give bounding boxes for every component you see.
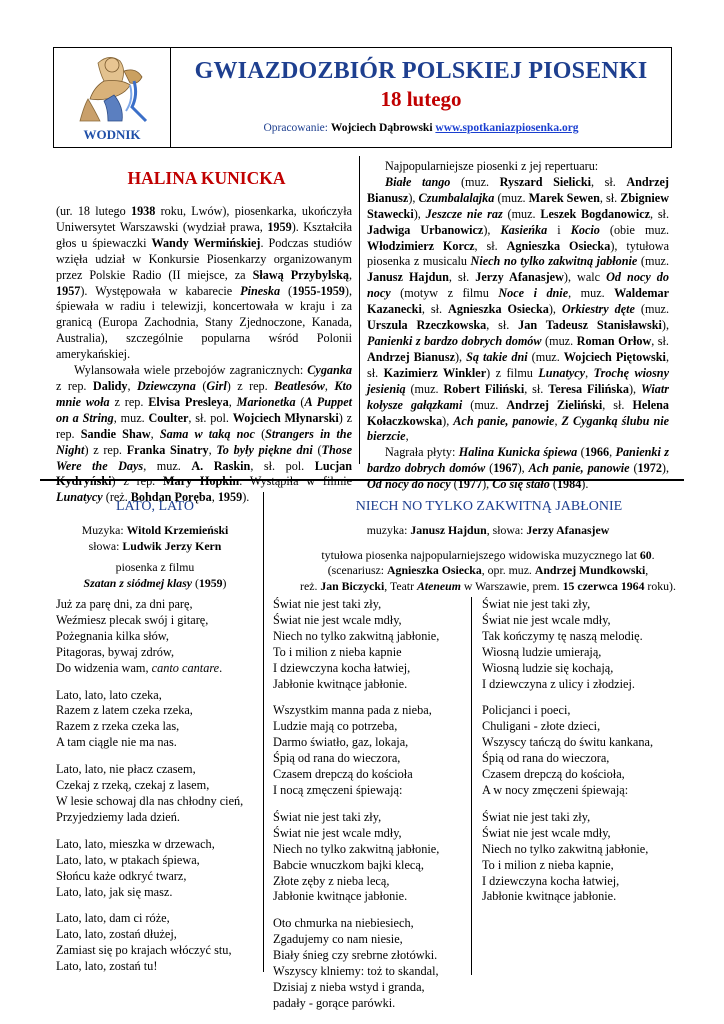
text-line: Muzyka: Witold Krzemieński — [81, 523, 229, 537]
text-line: (scenariusz: Agnieszka Osiecka, opr. muz. Andrzej Mundkowski, — [327, 563, 649, 577]
lyrics-line: Lato, lato, lato czeka, — [56, 687, 162, 702]
text-line: reż. Jan Biczycki, Teatr Ateneum w Warszawie, prem. 15 czerwca 1964 roku). — [300, 578, 676, 593]
header-box — [53, 47, 672, 148]
column-divider — [359, 156, 360, 464]
lyrics-stanza — [273, 916, 463, 1011]
lyrics-line: Już za parę dni, za dni parę, — [56, 597, 193, 611]
lyrics-stanza — [56, 688, 266, 752]
lyrics-line: Przyjedziemy lada dzień. — [56, 809, 180, 824]
text-line: tytułowa piosenka najpopularniejszego widowiska muzycznego lat 60. — [321, 547, 655, 562]
lyrics-line: Policjanci i poeci, — [482, 703, 571, 718]
lyrics-line: Ludzie mają co potrzeba, — [273, 719, 398, 734]
lyrics-line: Jabłonie kwitnące jabłonie. — [273, 889, 408, 904]
lyrics-line: Wiosną ludzie się kochają, — [482, 660, 614, 675]
lyrics-line: Dzisiaj z nieba wstyd i granda, — [273, 979, 425, 994]
lyrics-line: Chuligani - złote dzieci, — [482, 719, 601, 734]
artist-name: HALINA KUNICKA — [127, 168, 286, 188]
lyrics-line: I dziewczyna kocha łatwiej, — [482, 873, 620, 888]
lyrics-line: Tak kończymy tę naszą melodię. — [482, 628, 643, 643]
song2-production-note — [268, 548, 708, 595]
lyrics-stanza — [482, 703, 672, 798]
lyrics-line: Lato, lato, mieszka w drzewach, — [56, 836, 215, 851]
lyrics-line: Świat nie jest taki zły, — [482, 809, 591, 824]
lyrics-line: Lato, lato, dam ci róże, — [56, 911, 170, 926]
bio-paragraph: Wylansowała wiele przebojów zagranicznych: Cyganka z rep. Dalidy, Dziewczyna (Girl) z rep. Beatlesów, Kto mnie woła z rep. Elvisa Presleya, Marionetka (A Puppet on a String, muz. Coulter, sł. pol. Wojciech Młynarski) z rep. Sandie Shaw, Sama w taką noc (Strangers in the Night) z rep. Franka Sinatry, To były piękne dni (Those Were the Days, muz. A. Raskin, sł. pol. Lucjan Kydryński) z rep. Mary Hopkin. Wystąpiła w filmie Lunatycy (reż. Bohdan Poręba, 1959). — [56, 363, 353, 505]
lyrics-line: Świat nie jest wcale mdły, — [273, 612, 402, 627]
header-main — [171, 48, 671, 134]
lyrics-line: Lato, lato, nie płacz czasem, — [56, 762, 196, 777]
lyrics-line: Lato, lato, zostań dłużej, — [56, 927, 177, 942]
lyrics-line: Lato, lato, jak się masz. — [56, 884, 173, 899]
repertoire-section — [367, 159, 669, 493]
lyrics-line: Pitagoras, bywaj zdrów, — [56, 644, 175, 659]
lyrics-line: A tam ciągle nie ma nas. — [56, 735, 177, 750]
lyrics-line: Razem z latem czeka rzeka, — [56, 703, 193, 718]
lyrics-line: Zamiast się po krajach włóczyć stu, — [56, 943, 232, 958]
website-link[interactable]: www.spotkaniazpiosenka.org — [435, 122, 579, 134]
song1-film-note — [56, 560, 254, 591]
lyrics-line: Babcie wnuczkom bajki klecą, — [273, 857, 424, 872]
lyrics-line: Świat nie jest wcale mdły, — [482, 612, 611, 627]
column-divider — [263, 492, 264, 972]
lyrics-line: Śpią od rana do wieczora, — [273, 751, 401, 766]
lyrics-line: Razem z rzeka czeka las, — [56, 719, 180, 734]
lyrics-line: Biały śnieg czy srebrne złotówki. — [273, 948, 438, 963]
lyrics-line: I nocą zmęczeni śpiewają: — [273, 782, 403, 797]
lyrics-line: Darmo światło, gaz, lokaja, — [273, 735, 409, 750]
lyrics-line: Do widzenia wam, canto cantare. — [56, 660, 223, 675]
prepared-author: Wojciech Dąbrowski — [330, 122, 433, 134]
lyrics-line: Niech no tylko zakwitną jabłonie, — [273, 841, 440, 856]
song1-lyrics — [56, 597, 266, 986]
lyrics-line: Wszyscy klniemy: toż to skandal, — [273, 964, 439, 979]
lyrics-stanza — [56, 837, 266, 901]
lyrics-stanza — [56, 911, 266, 975]
lyrics-line: Wszyscy tańczą do świtu kankana, — [482, 735, 654, 750]
text-line: Szatan z siódmej klasy (1959) — [83, 575, 227, 590]
lyrics-line: Czekaj z rzeką, czekaj z lasem, — [56, 778, 210, 793]
recordings-list: Nagrała płyty: Halina Kunicka śpiewa (1966, Panienki z bardzo dobrych domów (1967), Ach panie, panowie (1972), Od nocy do nocy (1977), Co się stało (1984). — [367, 445, 670, 492]
lyrics-stanza — [482, 597, 672, 692]
lyrics-line: Wiosną ludzie umierają, — [482, 644, 602, 659]
lyrics-line: Wszystkim manna pada z nieba, — [273, 703, 432, 718]
lyrics-line: Lato, lato, w ptakach śpiewa, — [56, 852, 200, 867]
page-title: GWIAZDOZBIÓR POLSKIEJ PIOSENKI — [194, 58, 648, 84]
lyrics-line: To i milion z nieba kapnie, — [482, 857, 614, 872]
zodiac-logo — [54, 48, 171, 147]
lyrics-line: padały - gorące parówki. — [273, 995, 396, 1010]
lyrics-line: Świat nie jest taki zły, — [482, 597, 591, 611]
lyrics-line: Słońcu każe odkryć twarz, — [56, 868, 187, 883]
lyrics-stanza — [56, 762, 266, 826]
song2-credit-line — [268, 523, 708, 539]
lyrics-line: Złote zęby z nieba lecą, — [273, 873, 390, 888]
song2-credits — [268, 523, 708, 594]
artist-biography — [56, 204, 352, 506]
lyrics-line: Zgadujemy co nam niesie, — [273, 932, 403, 947]
lyrics-line: Jabłonie kwitnące jabłonie. — [273, 676, 408, 691]
lyrics-line: Śpią od rana do wieczora, — [482, 751, 610, 766]
lyrics-line: Lato, lato, zostań tu! — [56, 959, 158, 974]
lyrics-line: Czasem drepczą do kościoła, — [482, 767, 625, 782]
repertoire-intro: Najpopularniejsze piosenki z jej repertuaru: — [385, 159, 599, 173]
lyrics-line: I dziewczyna kocha łatwiej, — [273, 660, 411, 675]
date-heading: 18 lutego — [380, 87, 462, 111]
section-divider — [40, 479, 684, 481]
lyrics-line: Pożegnania kilka słów, — [56, 628, 169, 643]
song-title-lato-lato: LATO, LATO — [115, 499, 195, 514]
prepared-by-line — [171, 122, 671, 134]
lyrics-line: I dziewczyna z ulicy i złodziej. — [482, 676, 635, 691]
lyrics-line: Świat nie jest taki zły, — [273, 809, 382, 824]
text-line: piosenka z filmu — [115, 560, 195, 574]
column-divider — [471, 597, 472, 975]
song-title-niech-no-tylko: NIECH NO TYLKO ZAKWITNĄ JABŁONIE — [355, 499, 623, 514]
lyrics-line: To i milion z nieba kapnie — [273, 644, 402, 659]
lyrics-stanza — [273, 703, 463, 798]
lyrics-line: W lesie schowaj dla nas chłodny cień, — [56, 793, 244, 808]
repertoire-list: Białe tango (muz. Ryszard Sielicki, sł. Andrzej Bianusz), Czumbalalajka (muz. Marek Sewen, sł. Zbigniew Stawecki), Jeszcze nie raz (muz. Leszek Bogdanowicz, sł. Jadwiga Urbanowicz), Kasieńka i Kocio (obie muz. Włodzimierz Korcz, sł. Agnieszka Osiecka), tytułowa piosenka z musicalu Niech no tylko zakwitną jabłonie (muz. Janusz Hajdun, sł. Jerzy Afanasjew), walc Od nocy do nocy (motyw z filmu Noce i dnie, muz. Waldemar Kazanecki, sł. Agnieszka Osiecka), Orkiestry dęte (muz. Urszula Rzeczkowska, sł. Jan Tadeusz Stanisławski), Panienki z bardzo dobrych domów (muz. Roman Orłow, sł. Andrzej Bianusz), Są takie dni (muz. Wojciech Piętowski, sł. Kazimierz Winkler) z filmu Lunatycy, Trochę wiosny jesienią (muz. Robert Filiński, sł. Teresa Filińska), Wiatr kołysze gałązkami (muz. Andrzej Zieliński, sł. Helena Kołaczkowska), Ach panie, panowie, Z Cyganką ślubu nie bierzcie, — [367, 174, 670, 444]
lyrics-line: Świat nie jest taki zły, — [273, 597, 382, 611]
lyrics-line: Oto chmurka na niebiesiech, — [273, 916, 414, 931]
song2-lyrics-right — [482, 597, 672, 916]
lyrics-line: Świat nie jest wcale mdły, — [482, 825, 611, 840]
song2-lyrics-left — [273, 597, 463, 1023]
lyrics-line: Weźmiesz plecak swój i gitarę, — [56, 612, 209, 627]
lyrics-stanza — [273, 597, 463, 692]
lyrics-line: Świat nie jest wcale mdły, — [273, 825, 402, 840]
song1-credits — [56, 523, 254, 591]
bio-paragraph: (ur. 18 lutego 1938 roku, Lwów), piosenkarka, ukończyła Uniwersytet Warszawski (wydział prawa, 1959). Kształciła głos u śpiewaczki Wandy Wermińskiej. Podczas studiów wzięła udział w Konkursie Piosenkarzy organizowanym przez Polskie Radio (II miejsce, za Sławą Przybylską, 1957). Występowała w kabarecie Pineska (1955-1959), śpiewała w radiu i telewizji, koncertowała w kraju i za granicą (Europa Zachodnia, Stany Zjednoczone, Kanada, Australia), szczególnie popularna wśród Polonii amerykańskiej. — [56, 204, 353, 362]
lyrics-line: Czasem drepczą do kościoła — [273, 767, 413, 782]
lyrics-line: A w nocy zmęczeni śpiewają: — [482, 782, 629, 797]
lyrics-line: Niech no tylko zakwitną jabłonie, — [273, 628, 440, 643]
text-line: słowa: Ludwik Jerzy Kern — [88, 538, 222, 553]
lyrics-line: Niech no tylko zakwitną jabłonie, — [482, 841, 649, 856]
text-line: muzyka: Janusz Hajdun, słowa: Jerzy Afanasjew — [366, 523, 610, 537]
lyrics-stanza — [56, 597, 266, 677]
lyrics-line: Jabłonie kwitnące jabłonie. — [482, 889, 617, 904]
aquarius-figure-icon — [74, 51, 150, 125]
lyrics-stanza — [482, 810, 672, 905]
prepared-label: Opracowanie: — [263, 122, 328, 134]
lyrics-stanza — [273, 810, 463, 905]
zodiac-sign-label: WODNIK — [83, 127, 141, 142]
song1-credit-lines — [56, 523, 254, 554]
